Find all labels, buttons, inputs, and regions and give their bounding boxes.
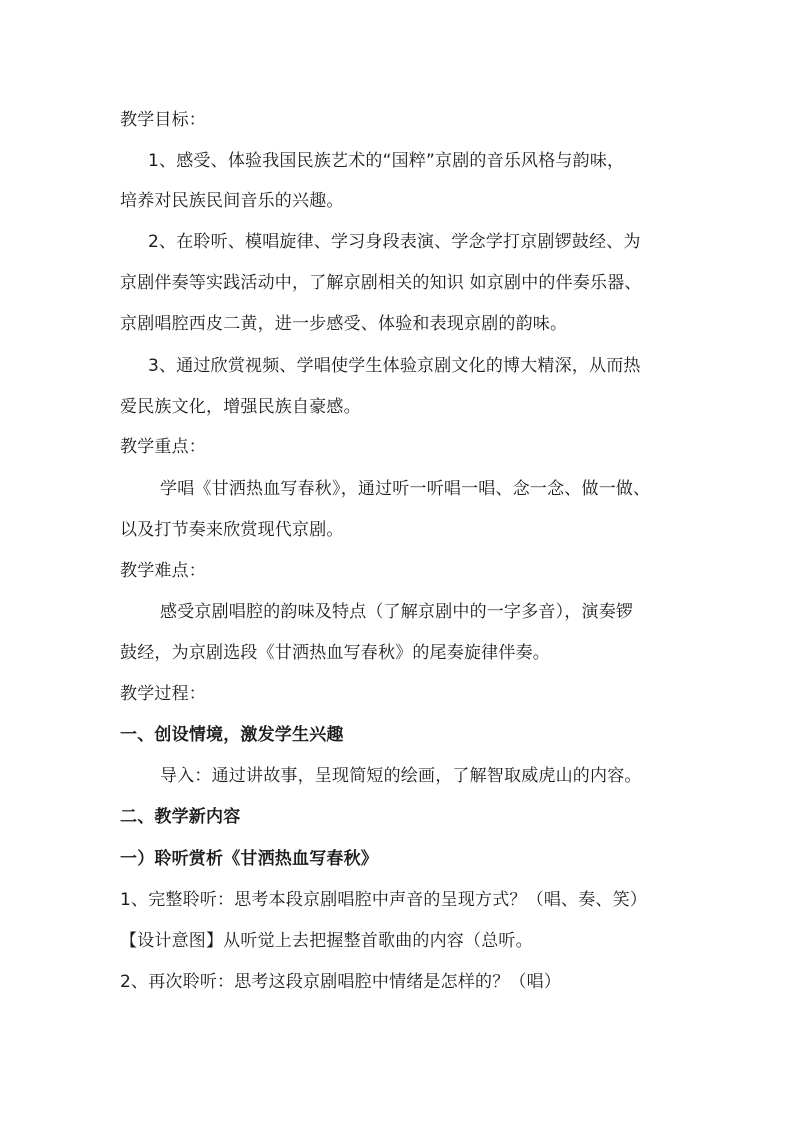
goal-2-line-2: 京剧伴奏等实践活动中，了解京剧相关的知识 如京剧中的伴奏乐器、 bbox=[120, 273, 642, 293]
key-point-line-2: 以及打节奏来欣赏现代京剧。 bbox=[120, 520, 344, 540]
intro-line: 导入：通过讲故事，呈现简短的绘画，了解智取威虎山的内容。 bbox=[160, 766, 642, 786]
heading-difficulties: 教学难点： bbox=[120, 561, 206, 581]
heading-teaching-goals: 教学目标： bbox=[120, 110, 206, 130]
goal-2-line-3: 京剧唱腔西皮二黄，进一步感受、体验和表现京剧的韵味。 bbox=[120, 314, 568, 334]
goal-3-line-2: 爱民族文化，增强民族自豪感。 bbox=[120, 397, 361, 417]
goal-1-line-2: 培养对民族民间音乐的兴趣。 bbox=[120, 191, 344, 211]
heading-process: 教学过程： bbox=[120, 684, 206, 704]
goal-2-line-1: 2、在聆听、模唱旋律、学习身段表演、学念学打京剧锣鼓经、为 bbox=[148, 232, 641, 252]
section-1-heading: 一、创设情境，激发学生兴趣 bbox=[120, 725, 344, 745]
key-point-line-1: 学唱《甘洒热血写春秋》，通过听一听唱一唱、念一念、做一做、 bbox=[160, 479, 651, 499]
subsection-1-heading: 一）聆听赏析《甘洒热血写春秋》 bbox=[120, 849, 378, 869]
design-intent-line: 【设计意图】从听觉上去把握整首歌曲的内容（总听。 bbox=[120, 931, 533, 951]
goal-1-line-1: 1、感受、体验我国民族艺术的“国粹”京剧的音乐风格与韵味， bbox=[148, 151, 625, 171]
section-2-heading: 二、教学新内容 bbox=[120, 807, 241, 827]
difficulty-line-2: 鼓经，为京剧选段《甘洒热血写春秋》的尾奏旋律伴奏。 bbox=[120, 643, 550, 663]
step-2-line: 2、再次聆听：思考这段京剧唱腔中情绪是怎样的？（唱） bbox=[120, 972, 562, 992]
heading-key-points: 教学重点： bbox=[120, 437, 206, 457]
goal-3-line-1: 3、通过欣赏视频、学唱使学生体验京剧文化的博大精深，从而热 bbox=[148, 356, 641, 376]
difficulty-line-1: 感受京剧唱腔的韵味及特点（了解京剧中的一字多音），演奏锣 bbox=[160, 602, 634, 622]
step-1-line: 1、完整聆听：思考本段京剧唱腔中声音的呈现方式？（唱、奏、笑） bbox=[120, 890, 648, 910]
